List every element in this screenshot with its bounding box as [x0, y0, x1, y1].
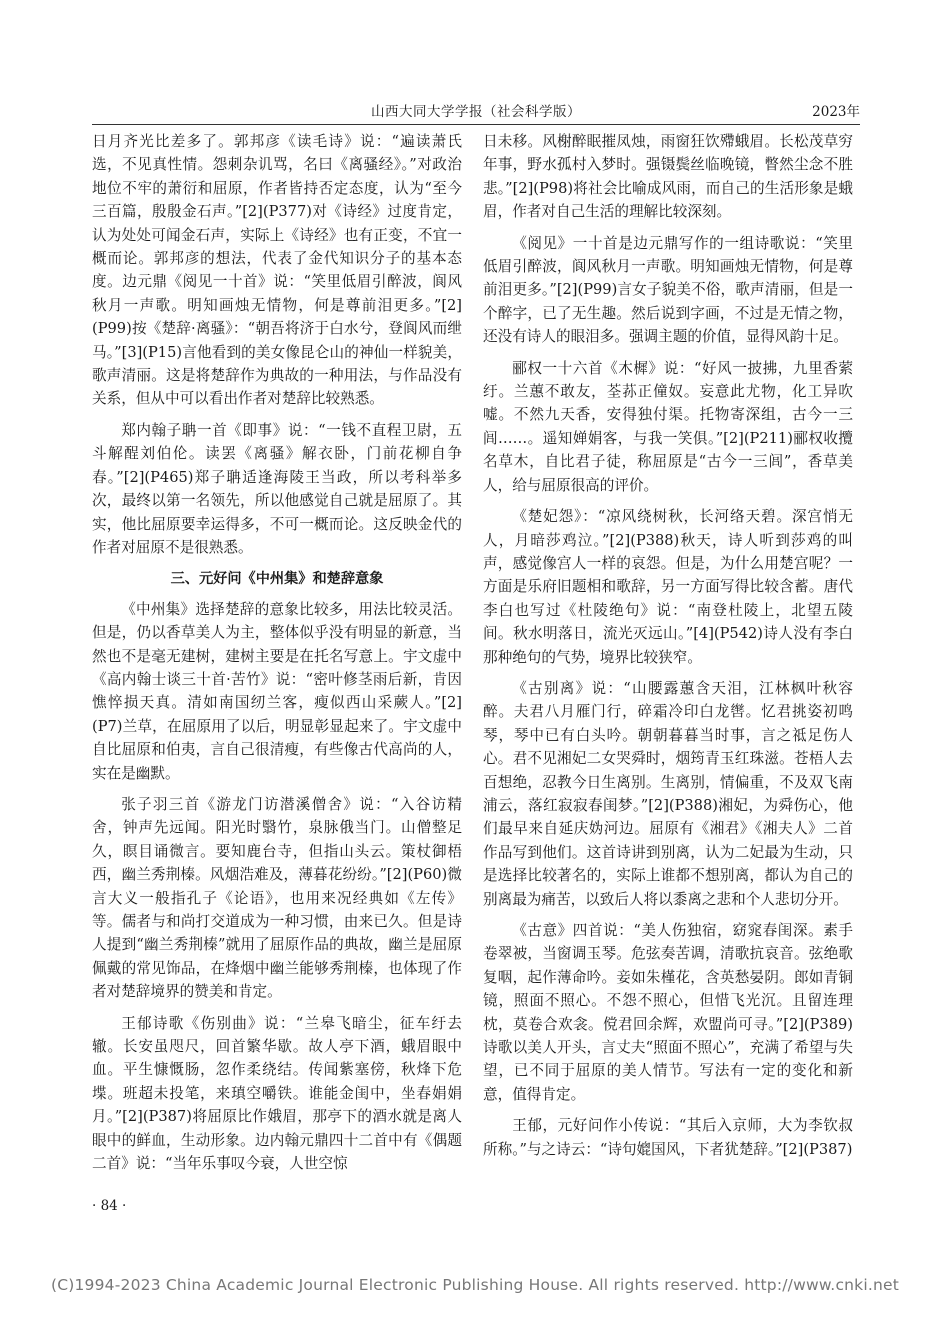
right-column: [483, 130, 853, 1161]
paragraph: 日月齐光比差多了。郭邦彦《读毛诗》说：“遍读萧氏选，不见真性情。怨刺杂讥骂，名曰《离骚经》。”对政治地位不牢的萧衍和屈原，作者皆持否定态度，认为“至今三百篇，殷殷金石声。”[2](P377)对《诗经》过度肯定，认为处处可闻金石声，实际上《诗经》也有正变，不宜一概而论。郭邦彦的想法，代表了金代知识分子的基本态度。边元鼎《阅见一十首》说：“笑里低眉引醉波，阆风秋月一声歌。明知画烛无情物，何是尊前泪更多。”[2](P99)按《楚辞·离骚》：“朝吾将济于白水兮，登阆风而绁马。”[3](P15)言他看到的美女像昆仑山的神仙一样貌美，歌声清丽。这是将楚辞作为典故的一种用法，与作品没有关系，但从中可以看出作者对楚辞比较熟悉。: [92, 133, 462, 408]
header-rule: [92, 124, 860, 125]
paragraph: 王郁诗歌《伤别曲》说：“兰皋飞暗尘，征车纡去辙。长安虽咫尺，回首繁华歇。故人亭下酒，蛾眉眼中血。平生慷慨肠，忽作柔绕结。传闻紫塞傍，秋烽下危堞。班超未投笔，来瑱空嚼铁。谁能金闺中，坐春娟娟月。”[2](P387)将屈原比作娥眉，那亭下的酒水就是离人眼中的鲜血，生动形象。边内翰元鼎四十二首中有《偶题二首》说：“当年乐事叹今衰，人世空惊: [92, 1014, 462, 1173]
paragraph: 郑内翰子聃一首《即事》说：“一钱不直程卫尉，五斗解酲刘伯伦。读罢《离骚》解衣卧，门前花柳自争春。”[2](P465)郑子聃适逢海陵王当政，所以考科举多次，最终以第一名领先，所以他感觉自己就是屈原了。其实，他比屈原要幸运得多，不可一概而论。这反映金代的作者对屈原不是很熟悉。: [92, 421, 462, 556]
copyright-footer: (C)1994-2023 China Academic Journal Electronic Publishing House. All rights reserved. http://www.cnki.net: [50, 1276, 900, 1294]
paragraph: 《楚妃怨》：“凉风绕树秋，长河络天碧。深宫悄无人，月暗莎鸡泣。”[2](P388)秋天，诗人听到莎鸡的叫声，感觉像宫人一样的哀怨。但是，为什么用楚宫呢？一方面是乐府旧题相和歌辞，另一方面写得比较含蓄。唐代李白也写过《杜陵绝句》说：“南登杜陵上，北望五陵间。秋水明落日，流光灭远山。”[4](P542)诗人没有李白那种绝句的气势，境界比较狭窄。: [483, 508, 853, 666]
paragraph: 王郁，元好问作小传说：“其后入京师，大为李钦叔所称。”与之诗云：“诗句媲国风，下者犹楚辞。”[2](P387): [483, 1117, 853, 1158]
paragraph: 《中州集》选择楚辞的意象比较多，用法比较灵活。但是，仍以香草美人为主，整体似乎没有明显的新意，当然也不是毫无建树，建树主要是在托名写意上。宇文虚中《高内翰士谈三十首·苦竹》说：“密叶修茎雨后新，肯因憔悴损天真。清如南国纫兰客，瘦似西山采蕨人。”[2](P7)兰草，在屈原用了以后，明显彰显起来了。宇文虚中自比屈原和伯夷，言自己很清瘦，有些像古代高尚的人，实在是幽默。: [92, 600, 462, 782]
paragraph: 《古意》四首说：“美人伤独宿，窈窕春闺深。素手卷翠被，当窗调玉琴。危弦奏苦调，清歌抗哀音。弦绝歌复咽，起作薄命吟。妾如朱槿花，含英愁晏阴。郎如青铜镜，照面不照心。不怨不照心，但惜飞光沉。且留连理枕，莫卷合欢衾。傥君回余辉，欢盟尚可寻。”[2](P389)诗歌以美人开头，言丈夫“照面不照心”，充满了希望与失望，已不同于屈原的美人情节。写法有一定的变化和新意，值得肯定。: [483, 922, 853, 1103]
running-header: [92, 100, 860, 122]
issue-year: 2023年: [812, 104, 860, 120]
page-number: · 84 ·: [92, 1198, 127, 1214]
paragraph: 郦权一十六首《木樨》说：“好风一披拂，九里香萦纡。兰蕙不敢友，荃荪正僮奴。妄意此尤物，化工异吹嘘。不然九天香，安得独付渠。托物寄深组，古今一三闾……。遥知婵娟客，与我一笑俱。”[2](P211)郦权收攬名草木，自比君子徒，称屈原是“古今一三闾”，香草美人，给与屈原很高的评价。: [483, 359, 853, 494]
journal-title: 山西大同大学学报（社会科学版）: [371, 104, 581, 120]
paragraph: 日未移。风榭醉眠摧凤烛，雨窗狂饮殢蛾眉。长松茂草穷年事，野水孤村入梦时。强镊鬓丝临晚镜，瞥然尘念不胜悲。”[2](P98)将社会比喻成风雨，而自己的生活形象是蛾眉，作者对自己生活的理解比较深刻。: [483, 133, 853, 221]
paragraph: 《古别离》说：“山腰露蕙含天泪，江林枫叶秋容醉。夫君八月雁门行，碎霜冷印白龙辔。忆君挑姿初鸣琴，琴中已有白头吟。朝朝暮暮当时事，言之祗足伤人心。君不见湘妃二女哭舜时，烟筠青玉红珠滋。苍梧人去百想绝，忍教今日生离别。生离别，情偏重，不及双飞南浦云，落红寂寂春闺梦。”[2](P388)湘妃，为舜伤心，他们最早来自延庆妫河边。屈原有《湘君》《湘夫人》二首作品写到他们。这首诗讲到别离，认为二妃最为生动，只是选择比较著名的，实际上谁都不想别离，都认为自己的别离最为痛苦，以致后人将以黍离之悲和个人悲切分开。: [483, 679, 853, 908]
section-heading: 三、元好问《中州集》和楚辞意象: [170, 571, 384, 588]
paragraph: 《阅见》一十首是边元鼎写作的一组诗歌说：“笑里低眉引醉波，阆风秋月一声歌。明知画烛无情物，何是尊前泪更多。”[2](P99)言女子貌美不俗，歌声清丽，但是一个醉字，已了无生趣。然后说到字画，不过是无情之物，还没有诗人的眼泪多。强调主题的价值，显得风韵十足。: [483, 234, 853, 346]
paragraph: 张子羽三首《游龙门访潜溪僧舍》说：“入谷访精舍，钟声先远闻。阳光时翳竹，泉脉俄当门。山僧整足久，瞑目诵微言。要知鹿台寺，但指山头云。策杖御梧西，幽兰秀荆榛。风烟浩难及，薄暮花纷纷。”[2](P60)微言大义一般指孔子《论语》，也用来况经典如《左传》等。儒者与和尚打交道成为一种习惯，由来已久。但是诗人提到“幽兰秀荆榛”就用了屈原作品的典故，幽兰是屈原佩戴的常见饰品，在烽烟中幽兰能够秀荆榛，也体现了作者对楚辞境界的赞美和肯定。: [92, 795, 462, 1001]
left-column: [92, 130, 462, 1175]
